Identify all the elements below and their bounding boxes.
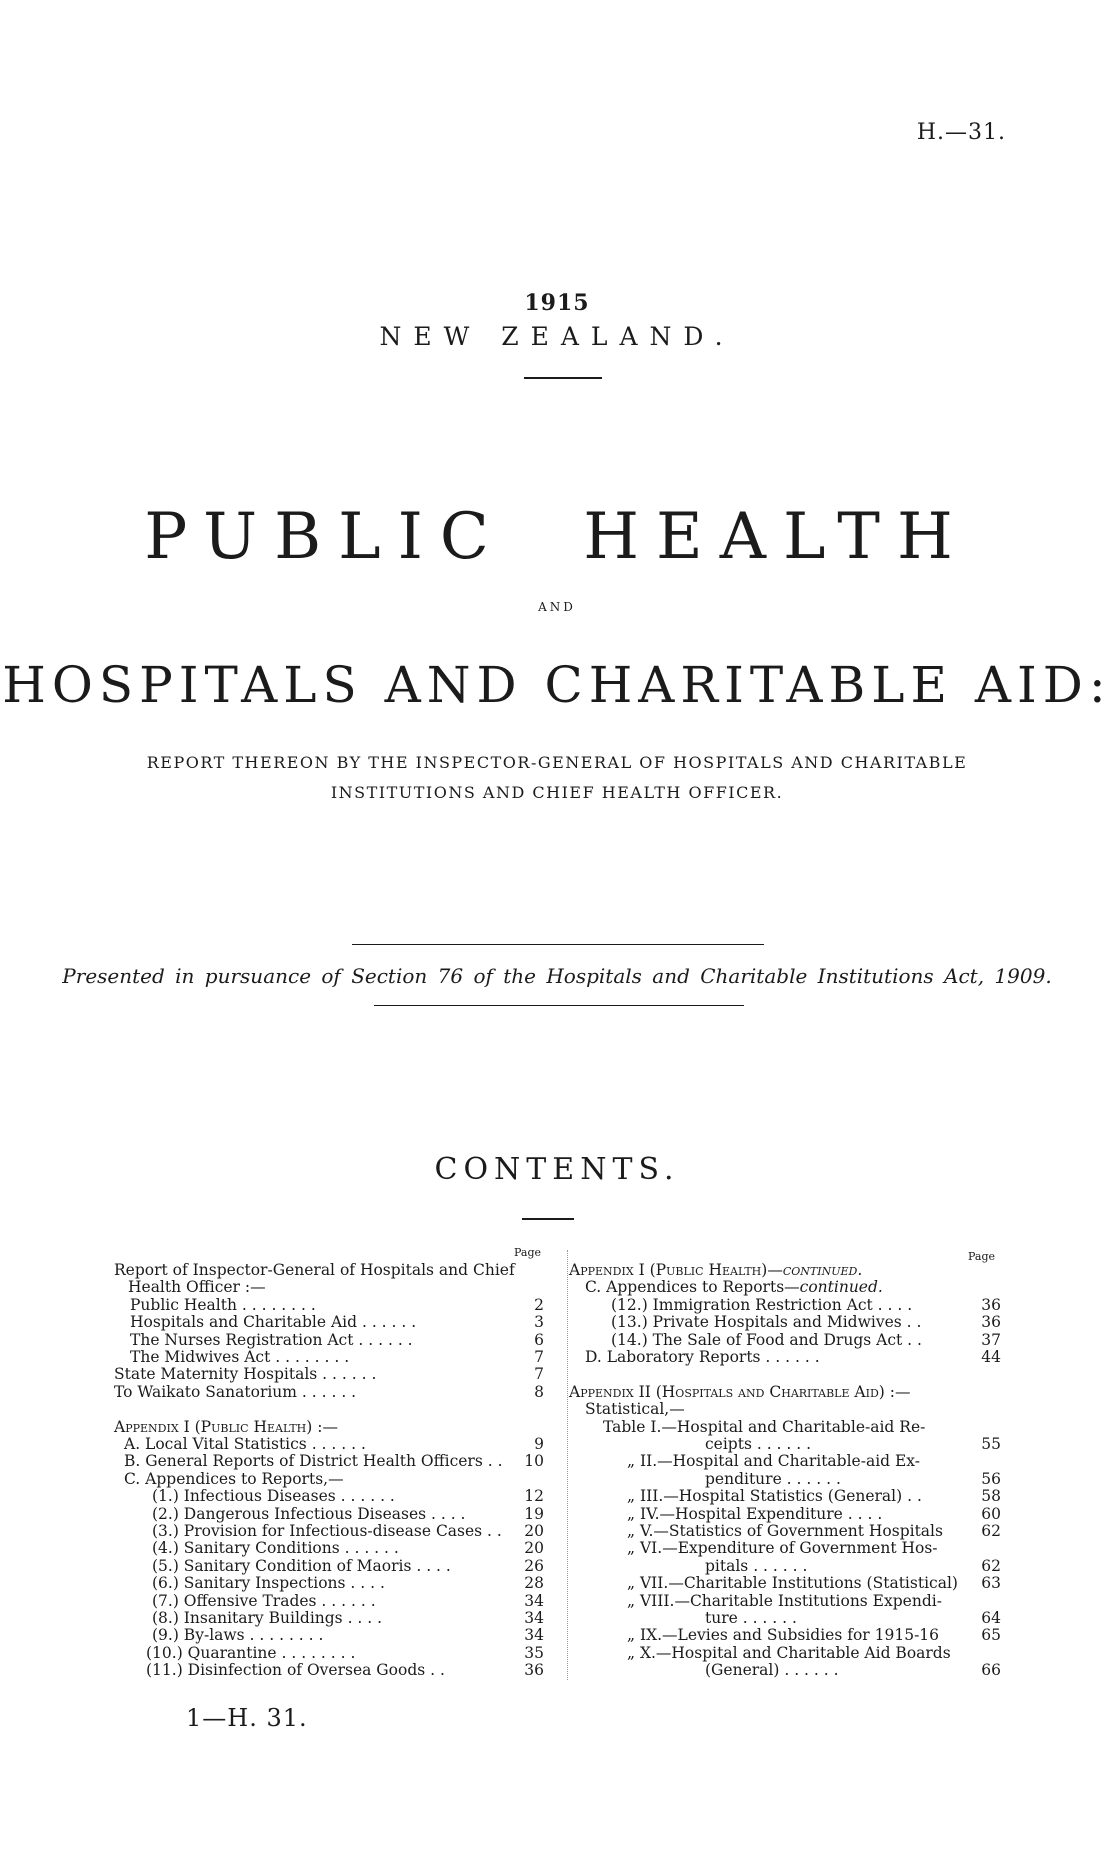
rule-below-presented <box>374 1005 744 1006</box>
right-entry-label: Statistical,— <box>585 1400 685 1419</box>
presented-statement: Presented in pursuance of Section 76 of the Hospitals and Charitable Institutions Act, 1909. <box>62 964 1052 988</box>
right-entry <box>569 1523 1001 1541</box>
left-entry <box>114 1332 544 1350</box>
left-entry <box>114 1366 544 1384</box>
right-entry-page: 64 <box>981 1609 1001 1627</box>
right-entry <box>569 1401 1001 1419</box>
left-entry-page: 35 <box>524 1643 544 1662</box>
left-entry <box>114 1453 544 1471</box>
left-entry-page: 20 <box>524 1539 544 1558</box>
year: 1915 <box>524 290 590 316</box>
right-entry-label: Table I.—Hospital and Charitable-aid Re- <box>603 1417 926 1436</box>
right-page-column-heading: Page <box>968 1250 996 1263</box>
right-entry-label: „ V.—Statistics of Government Hospitals <box>627 1522 943 1540</box>
left-entry <box>114 1471 544 1489</box>
right-entry <box>569 1349 1001 1367</box>
left-entry <box>114 1610 544 1628</box>
right-entry-label: „ VI.—Expenditure of Government Hos- <box>627 1539 938 1558</box>
left-entry <box>114 1523 544 1541</box>
left-entry-page: 34 <box>524 1626 544 1645</box>
right-entry-page: 66 <box>981 1661 1001 1680</box>
right-entry-label: D. Laboratory Reports . . . . . . <box>585 1348 820 1366</box>
left-entry-page: 28 <box>524 1574 544 1593</box>
right-entry <box>569 1593 1001 1611</box>
left-entry <box>114 1401 544 1419</box>
right-entry-label: (General) . . . . . . <box>705 1661 839 1680</box>
left-entry-label: A. Local Vital Statistics . . . . . . <box>124 1435 366 1453</box>
left-entry <box>114 1262 544 1280</box>
right-entry-label: „ II.—Hospital and Charitable-aid Ex- <box>627 1452 921 1471</box>
right-entry-label: „ X.—Hospital and Charitable Aid Boards <box>627 1643 951 1662</box>
title-line-2: HOSPITALS AND CHARITABLE AID: <box>2 656 1112 714</box>
right-entry-page: 65 <box>981 1626 1001 1645</box>
right-entry-label: „ IX.—Levies and Subsidies for 1915-16 <box>627 1626 940 1645</box>
right-entry <box>569 1540 1001 1558</box>
right-entry-label: C. Appendices to Reports—continued. <box>585 1278 883 1297</box>
left-entry-page: 19 <box>524 1504 544 1523</box>
right-entry-page: 37 <box>981 1330 1001 1349</box>
footer-document-id: 1—H. 31. <box>186 1704 308 1732</box>
right-entry-page: 36 <box>981 1313 1001 1332</box>
right-entry <box>569 1314 1001 1332</box>
left-entry-label: Report of Inspector-General of Hospitals and Chief <box>114 1261 515 1279</box>
right-entry-label: „ IV.—Hospital Expenditure . . . . <box>627 1504 883 1523</box>
left-entry-label: (9.) By-laws . . . . . . . . <box>152 1626 324 1645</box>
right-entry-page: 63 <box>981 1574 1001 1593</box>
right-entry-label: penditure . . . . . . <box>705 1469 841 1488</box>
left-page-column-heading: Page <box>514 1246 542 1259</box>
right-entry <box>569 1488 1001 1506</box>
right-entry <box>569 1366 1001 1384</box>
left-entry <box>114 1645 544 1663</box>
left-entry-page: 8 <box>534 1382 544 1401</box>
left-entry-page: 10 <box>524 1452 544 1471</box>
left-entry-page: 12 <box>524 1487 544 1506</box>
right-entry-label: pitals . . . . . . <box>705 1556 808 1575</box>
left-entry-page: 20 <box>524 1522 544 1540</box>
right-entry-label: (12.) Immigration Restriction Act . . . . <box>611 1295 913 1314</box>
left-entry <box>114 1419 544 1437</box>
left-entry-page: 34 <box>524 1609 544 1627</box>
left-entry <box>114 1297 544 1315</box>
right-entry <box>569 1645 1001 1663</box>
right-entry <box>569 1662 1001 1680</box>
left-entry <box>114 1279 544 1297</box>
right-entry <box>569 1262 1001 1280</box>
subtitle-line-1: REPORT THEREON BY THE INSPECTOR-GENERAL OF HOSPITALS AND CHARITABLE <box>146 753 968 772</box>
left-entry-label: (3.) Provision for Infectious-disease Cases . . <box>152 1522 502 1540</box>
title-conjunction: AND <box>538 600 576 614</box>
left-entry <box>114 1488 544 1506</box>
right-entry <box>569 1558 1001 1576</box>
right-entry <box>569 1384 1001 1402</box>
right-entry-page: 62 <box>981 1522 1001 1540</box>
left-entry-label: The Nurses Registration Act . . . . . . <box>130 1330 413 1349</box>
left-entry-label: (2.) Dangerous Infectious Diseases . . . . <box>152 1504 466 1523</box>
left-entry-label: Appendix I (Public Health) :— <box>114 1417 338 1436</box>
right-entry-page: 60 <box>981 1504 1001 1523</box>
left-entry-label: C. Appendices to Reports,— <box>124 1469 344 1488</box>
right-entry-page: 58 <box>981 1487 1001 1506</box>
left-entry-label: (8.) Insanitary Buildings . . . . <box>152 1609 383 1627</box>
right-entry <box>569 1453 1001 1471</box>
left-entry-label: To Waikato Sanatorium . . . . . . <box>114 1382 357 1401</box>
column-divider <box>567 1250 568 1680</box>
right-entry <box>569 1610 1001 1628</box>
left-entry <box>114 1349 544 1367</box>
left-entry-label: (5.) Sanitary Condition of Maoris . . . . <box>152 1556 451 1575</box>
right-entry <box>569 1332 1001 1350</box>
right-entry <box>569 1627 1001 1645</box>
contents-heading: CONTENTS. <box>434 1152 680 1187</box>
right-entry <box>569 1436 1001 1454</box>
left-entry-label: B. General Reports of District Health Officers . . <box>124 1452 503 1471</box>
right-entry <box>569 1471 1001 1489</box>
left-entry-page: 7 <box>534 1365 544 1384</box>
right-entry-page: 56 <box>981 1469 1001 1488</box>
short-rule <box>524 377 602 379</box>
right-entry <box>569 1279 1001 1297</box>
right-entry <box>569 1575 1001 1593</box>
left-entry-page: 9 <box>534 1435 544 1453</box>
right-entry-label: (14.) The Sale of Food and Drugs Act . . <box>611 1330 922 1349</box>
left-entry-label: (7.) Offensive Trades . . . . . . <box>152 1591 376 1610</box>
right-entry-label: „ VII.—Charitable Institutions (Statistical) <box>627 1574 958 1593</box>
left-entry-page: 2 <box>534 1295 544 1314</box>
right-entry-label: „ III.—Hospital Statistics (General) . . <box>627 1487 922 1506</box>
left-entry <box>114 1593 544 1611</box>
left-entry-label: (11.) Disinfection of Oversea Goods . . <box>146 1661 445 1680</box>
country-heading: NEW ZEALAND. <box>379 322 735 351</box>
left-entry-page: 36 <box>524 1661 544 1680</box>
left-entry-page: 26 <box>524 1556 544 1575</box>
left-entry-label: The Midwives Act . . . . . . . . <box>130 1348 350 1366</box>
contents-rule <box>522 1218 574 1220</box>
subtitle <box>0 748 1114 808</box>
right-entry-page: 36 <box>981 1295 1001 1314</box>
left-entry <box>114 1558 544 1576</box>
left-entry-label: (4.) Sanitary Conditions . . . . . . <box>152 1539 399 1558</box>
left-entry <box>114 1662 544 1680</box>
left-entry <box>114 1436 544 1454</box>
left-entry-page: 6 <box>534 1330 544 1349</box>
left-entry <box>114 1314 544 1332</box>
subtitle-line-2: INSTITUTIONS AND CHIEF HEALTH OFFICER. <box>330 783 784 802</box>
left-entry <box>114 1384 544 1402</box>
right-entry-label: „ VIII.—Charitable Institutions Expendi- <box>627 1591 942 1610</box>
right-entry-page: 62 <box>981 1556 1001 1575</box>
left-entry-label: Health Officer :— <box>128 1278 266 1297</box>
left-entry-label: (10.) Quarantine . . . . . . . . <box>146 1643 356 1662</box>
right-entry <box>569 1506 1001 1524</box>
left-entry-label: Hospitals and Charitable Aid . . . . . . <box>130 1313 417 1332</box>
right-entry-label: (13.) Private Hospitals and Midwives . . <box>611 1313 922 1332</box>
right-entry <box>569 1297 1001 1315</box>
left-entry-page: 3 <box>534 1313 544 1332</box>
right-entry-label: ture . . . . . . <box>705 1609 797 1627</box>
title-line-1: PUBLIC HEALTH <box>144 500 970 574</box>
right-entry-page: 55 <box>981 1435 1001 1453</box>
document-code: H.—31. <box>916 120 1006 145</box>
rule-above-presented <box>352 944 764 945</box>
left-entry <box>114 1506 544 1524</box>
left-entry <box>114 1627 544 1645</box>
left-entry-label: (6.) Sanitary Inspections . . . . <box>152 1574 385 1593</box>
right-entry-page: 44 <box>981 1348 1001 1366</box>
left-entry-label: State Maternity Hospitals . . . . . . <box>114 1365 377 1384</box>
left-entry-label: (1.) Infectious Diseases . . . . . . <box>152 1487 395 1506</box>
left-entry <box>114 1575 544 1593</box>
left-entry-page: 34 <box>524 1591 544 1610</box>
right-entry-label: Appendix II (Hospitals and Charitable Aid) :— <box>569 1382 911 1401</box>
left-entry-page: 7 <box>534 1348 544 1366</box>
right-entry <box>569 1419 1001 1437</box>
right-entry-label: Appendix I (Public Health)—continued. <box>569 1261 863 1279</box>
right-entry-label: ceipts . . . . . . <box>705 1435 812 1453</box>
left-entry-label: Public Health . . . . . . . . <box>130 1295 316 1314</box>
left-entry <box>114 1540 544 1558</box>
